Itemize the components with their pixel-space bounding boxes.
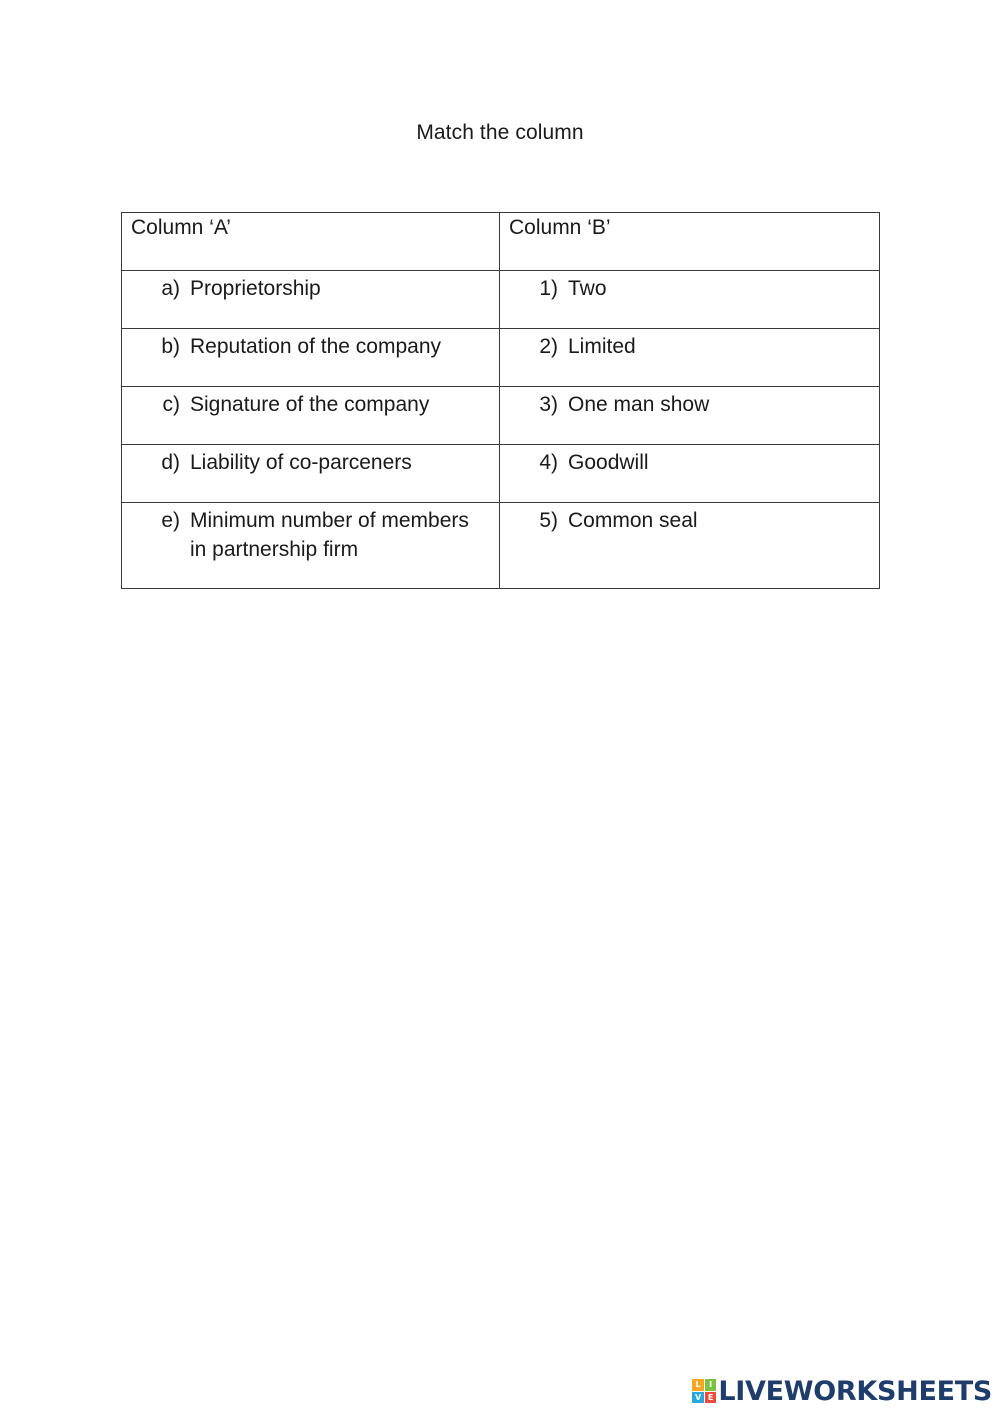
item-marker: 1) bbox=[539, 277, 558, 300]
column-b-cell bbox=[500, 271, 880, 329]
item-text: Liability of co-parceners bbox=[190, 451, 412, 474]
column-a-item bbox=[122, 387, 499, 419]
page-title: Match the column bbox=[416, 121, 584, 144]
column-b-item bbox=[500, 445, 879, 477]
column-a-cell bbox=[122, 329, 500, 387]
liveworksheets-logo-icon bbox=[692, 1379, 716, 1403]
item-text: Limited bbox=[568, 335, 636, 358]
item-marker: a) bbox=[161, 277, 180, 300]
table-header-row bbox=[122, 213, 880, 271]
table-row bbox=[122, 271, 880, 329]
item-marker: 2) bbox=[539, 335, 558, 358]
column-a-cell bbox=[122, 503, 500, 589]
item-marker: d) bbox=[161, 451, 180, 474]
item-marker: b) bbox=[161, 335, 180, 358]
match-table bbox=[121, 212, 880, 589]
logo-letter: L bbox=[692, 1379, 704, 1391]
item-text: Minimum number of members in partnership firm bbox=[190, 509, 469, 561]
item-marker: c) bbox=[162, 393, 180, 416]
column-a-cell bbox=[122, 445, 500, 503]
logo-letter: I bbox=[705, 1379, 717, 1391]
item-marker: 5) bbox=[539, 509, 558, 532]
column-b-header: Column ‘B’ bbox=[509, 216, 611, 239]
item-text: Two bbox=[568, 277, 607, 300]
table-row bbox=[122, 387, 880, 445]
column-b-cell bbox=[500, 329, 880, 387]
logo-letter: E bbox=[705, 1392, 717, 1404]
column-a-header: Column ‘A’ bbox=[131, 216, 231, 239]
item-marker: e) bbox=[161, 509, 180, 532]
column-b-cell bbox=[500, 445, 880, 503]
column-a-item bbox=[122, 503, 499, 564]
column-b-item bbox=[500, 503, 879, 535]
column-a-item bbox=[122, 271, 499, 303]
column-a-item bbox=[122, 329, 499, 361]
column-a-cell bbox=[122, 271, 500, 329]
item-text: One man show bbox=[568, 393, 710, 416]
column-a-header-cell bbox=[122, 213, 500, 271]
brand-name: LIVEWORKSHEETS bbox=[718, 1375, 992, 1407]
table-row bbox=[122, 445, 880, 503]
column-b-item bbox=[500, 271, 879, 303]
item-text: Proprietorship bbox=[190, 277, 321, 300]
item-marker: 4) bbox=[539, 451, 558, 474]
table-row bbox=[122, 503, 880, 589]
item-text: Common seal bbox=[568, 509, 698, 532]
column-b-item bbox=[500, 329, 879, 361]
column-b-cell bbox=[500, 503, 880, 589]
table-row bbox=[122, 329, 880, 387]
column-b-cell bbox=[500, 387, 880, 445]
column-a-cell bbox=[122, 387, 500, 445]
logo-letter: V bbox=[692, 1392, 704, 1404]
column-b-header-cell bbox=[500, 213, 880, 271]
column-b-item bbox=[500, 387, 879, 419]
item-text: Reputation of the company bbox=[190, 335, 441, 358]
column-a-item bbox=[122, 445, 499, 477]
item-text: Goodwill bbox=[568, 451, 649, 474]
liveworksheets-branding bbox=[692, 1375, 992, 1407]
item-marker: 3) bbox=[539, 393, 558, 416]
item-text: Signature of the company bbox=[190, 393, 430, 416]
